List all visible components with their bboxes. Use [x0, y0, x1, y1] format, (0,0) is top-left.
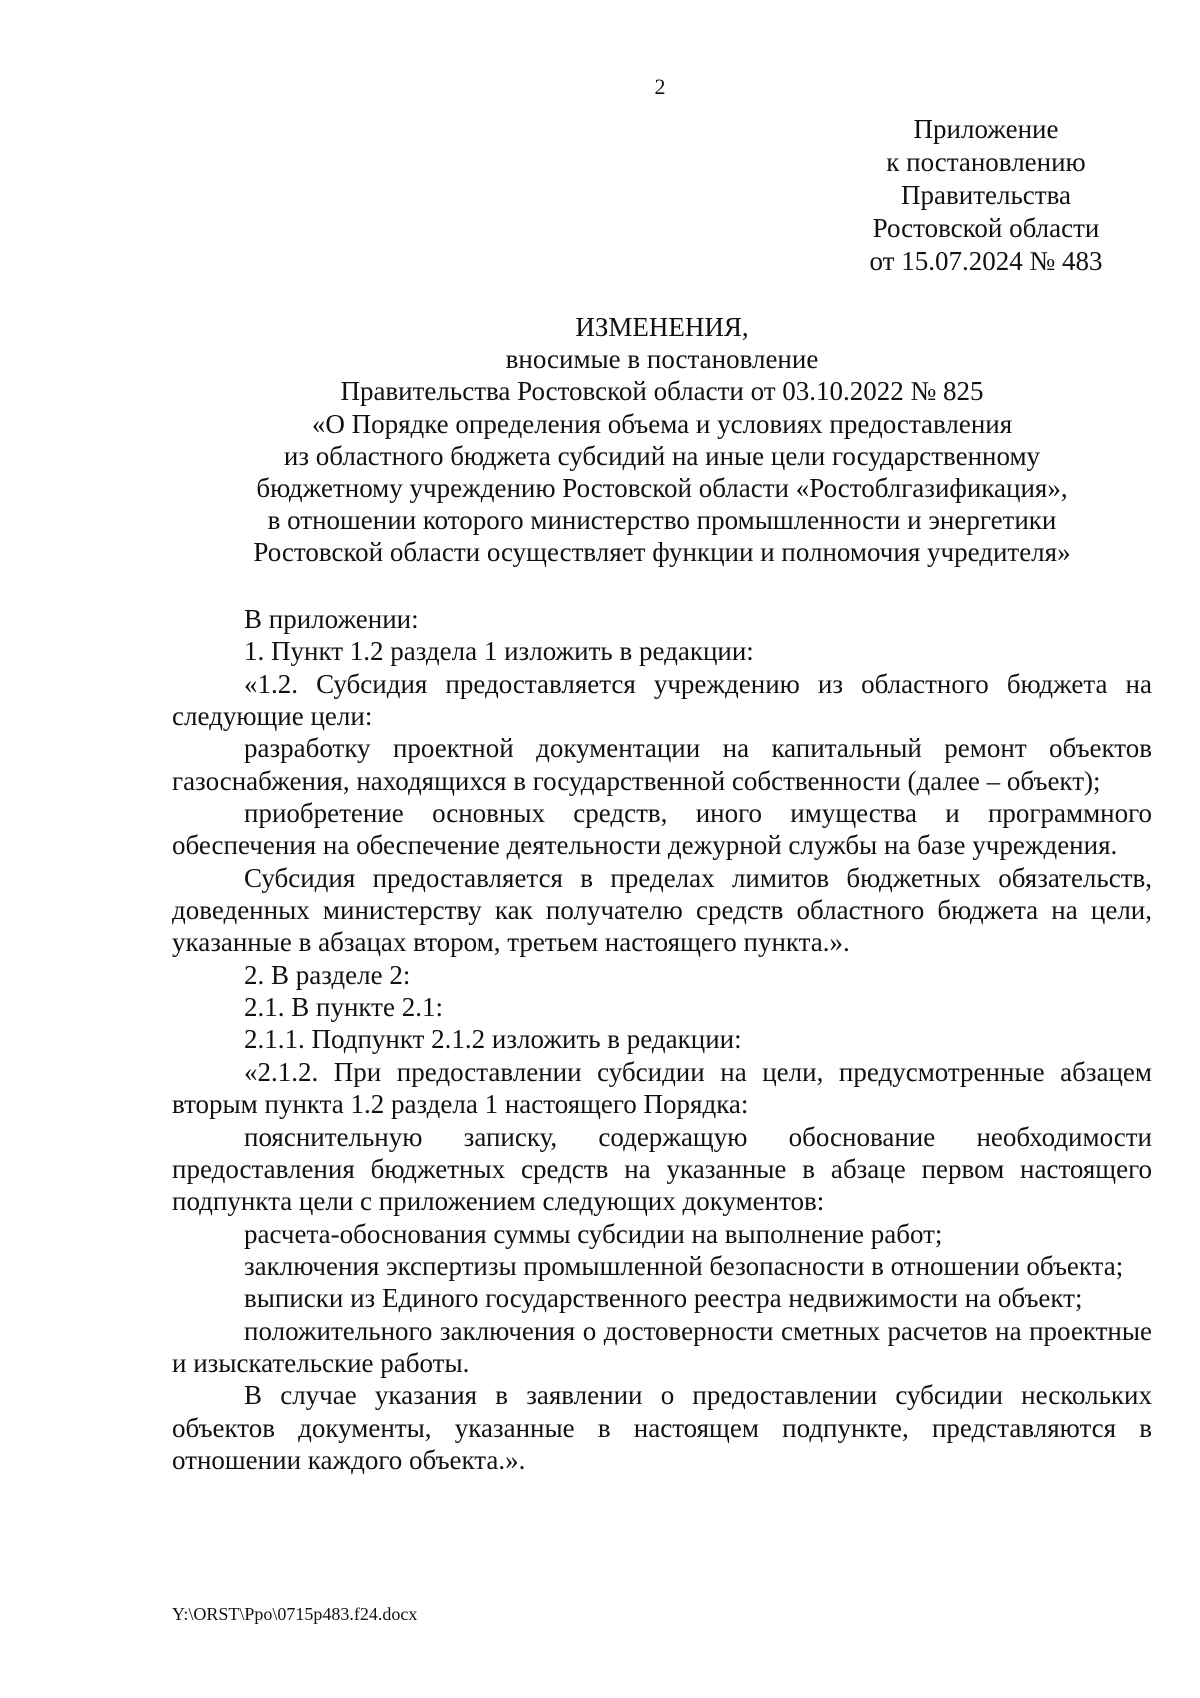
body-paragraph: Субсидия предоставляется в пределах лимитов бюджетных обязательств, доведенных министерству как получателю средств областного бюджета на цели, указанные в абзацах втором, третьем настоящего пункта.». — [172, 862, 1152, 958]
body-paragraph: расчета-обоснования суммы субсидии на выполнение работ; — [244, 1218, 943, 1249]
body-paragraph: приобретение основных средств, иного имущества и программного обеспечения на обеспечение деятельности дежурной службы на базе учреждения. — [172, 798, 1152, 861]
body-paragraph: разработку проектной документации на капитальный ремонт объектов газоснабжения, находящихся в государственной собственности (далее – объект); — [172, 733, 1152, 796]
heading-line: Ростовской области осуществляет функции и полномочия учредителя» — [253, 537, 1071, 568]
document-body — [172, 603, 1152, 1476]
heading-line: бюджетному учреждению Ростовской области «Ростоблгазификация», — [256, 473, 1068, 504]
body-paragraph: выписки из Единого государственного реестра недвижимости на объект; — [244, 1283, 1083, 1314]
body-paragraph: положительного заключения о достоверности сметных расчетов на проектные и изыскательские работы. — [172, 1315, 1152, 1378]
body-paragraph: В приложении: — [244, 604, 419, 634]
footer-file-path: Y:\ORST\Ppo\0715p483.f24.docx — [172, 1604, 418, 1624]
appendix-block — [836, 113, 1136, 278]
body-paragraph: «1.2. Субсидия предоставляется учреждению из областного бюджета на следующие цели: — [172, 668, 1152, 732]
body-paragraph: 2.1.1. Подпункт 2.1.2 изложить в редакции: — [244, 1024, 742, 1055]
appendix-line: Ростовской области — [872, 213, 1100, 243]
body-paragraph: 2.1. В пункте 2.1: — [244, 992, 443, 1023]
document-heading — [172, 311, 1152, 569]
page-number: 2 — [654, 74, 666, 99]
heading-line: вносимые в постановление — [505, 344, 819, 375]
appendix-line: от 15.07.2024 № 483 — [869, 246, 1103, 276]
appendix-line: к постановлению — [886, 147, 1086, 177]
body-paragraph: заключения экспертизы промышленной безопасности в отношении объекта; — [244, 1250, 1124, 1281]
body-paragraph: «2.1.2. При предоставлении субсидии на цели, предусмотренные абзацем вторым пункта 1.2 раздела 1 настоящего Порядка: — [172, 1056, 1152, 1120]
appendix-line: Приложение — [913, 114, 1059, 144]
body-paragraph: 1. Пункт 1.2 раздела 1 изложить в редакции: — [244, 636, 754, 667]
appendix-line: Правительства — [901, 180, 1071, 210]
heading-line: «О Порядке определения объема и условиях предоставления — [311, 408, 1013, 439]
body-paragraph: В случае указания в заявлении о предоставлении субсидии нескольких объектов документы, указанные в настоящем подпункте, представляются в отношении каждого объекта.». — [172, 1380, 1152, 1475]
heading-line: в отношении которого министерство промышленности и энергетики — [267, 505, 1057, 536]
body-paragraph: пояснительную записку, содержащую обоснование необходимости предоставления бюджетных средств на указанные в абзаце первом настоящего подпункта цели с приложением следующих документов: — [172, 1121, 1152, 1217]
heading-line: из областного бюджета субсидий на иные цели государственному — [283, 440, 1041, 471]
heading-title: ИЗМЕНЕНИЯ, — [575, 312, 749, 342]
heading-line: Правительства Ростовской области от 03.10.2022 № 825 — [340, 376, 984, 407]
body-paragraph: 2. В разделе 2: — [244, 959, 411, 990]
